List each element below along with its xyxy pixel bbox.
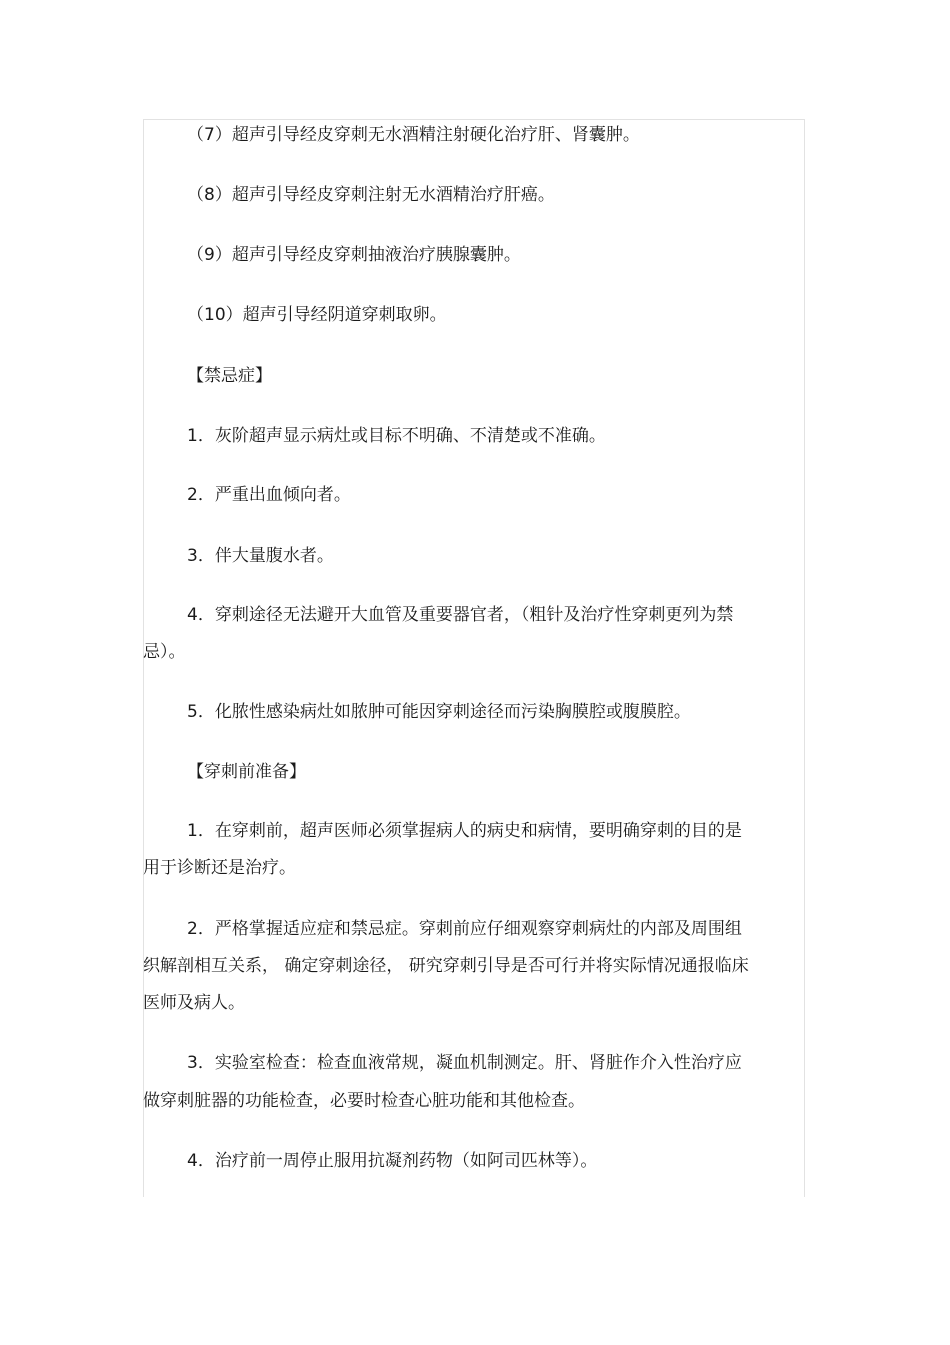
paragraph-line: 3．伴大量腹水者。 — [187, 546, 334, 566]
paragraph-line: 医师及病人。 — [143, 993, 245, 1013]
paragraph-line: 织解剖相互关系， 确定穿刺途径， 研究穿刺引导是否可行并将实际情况通报临床 — [143, 956, 749, 976]
paragraph-line: 2．严格掌握适应症和禁忌症。穿刺前应仔细观察穿刺病灶的内部及周围组 — [187, 919, 742, 939]
section-heading-contraindications: 【禁忌症】 — [187, 366, 272, 386]
paragraph-line: 3．实验室检查：检查血液常规，凝血机制测定。肝、肾脏作介入性治疗应 — [187, 1053, 742, 1073]
paragraph-line: 做穿刺脏器的功能检查，必要时检查心脏功能和其他检查。 — [143, 1091, 585, 1111]
paragraph-line: 2．严重出血倾向者。 — [187, 485, 351, 505]
paragraph-line: 1．灰阶超声显示病灶或目标不明确、不清楚或不准确。 — [187, 426, 606, 446]
paragraph-line: 5．化脓性感染病灶如脓肿可能因穿刺途径而污染胸膜腔或腹膜腔。 — [187, 702, 691, 722]
paragraph-line: （8）超声引导经皮穿刺注射无水酒精治疗肝癌。 — [187, 185, 555, 205]
paragraph-line: 忌）。 — [143, 642, 186, 662]
paragraph-line: （10）超声引导经阴道穿刺取卵。 — [187, 305, 447, 325]
paragraph-line: 4．治疗前一周停止服用抗凝剂药物（如阿司匹林等）。 — [187, 1151, 598, 1171]
paragraph-line: 1．在穿刺前，超声医师必须掌握病人的病史和病情，要明确穿刺的目的是 — [187, 821, 742, 841]
paragraph-line: 4．穿刺途径无法避开大血管及重要器官者，（粗针及治疗性穿刺更列为禁 — [187, 605, 734, 625]
paragraph-line: （9）超声引导经皮穿刺抽液治疗胰腺囊肿。 — [187, 245, 521, 265]
paragraph-line: （7）超声引导经皮穿刺无水酒精注射硬化治疗肝、肾囊肿。 — [187, 125, 640, 145]
section-heading-preparation: 【穿刺前准备】 — [187, 762, 306, 782]
paragraph-line: 用于诊断还是治疗。 — [143, 858, 296, 878]
